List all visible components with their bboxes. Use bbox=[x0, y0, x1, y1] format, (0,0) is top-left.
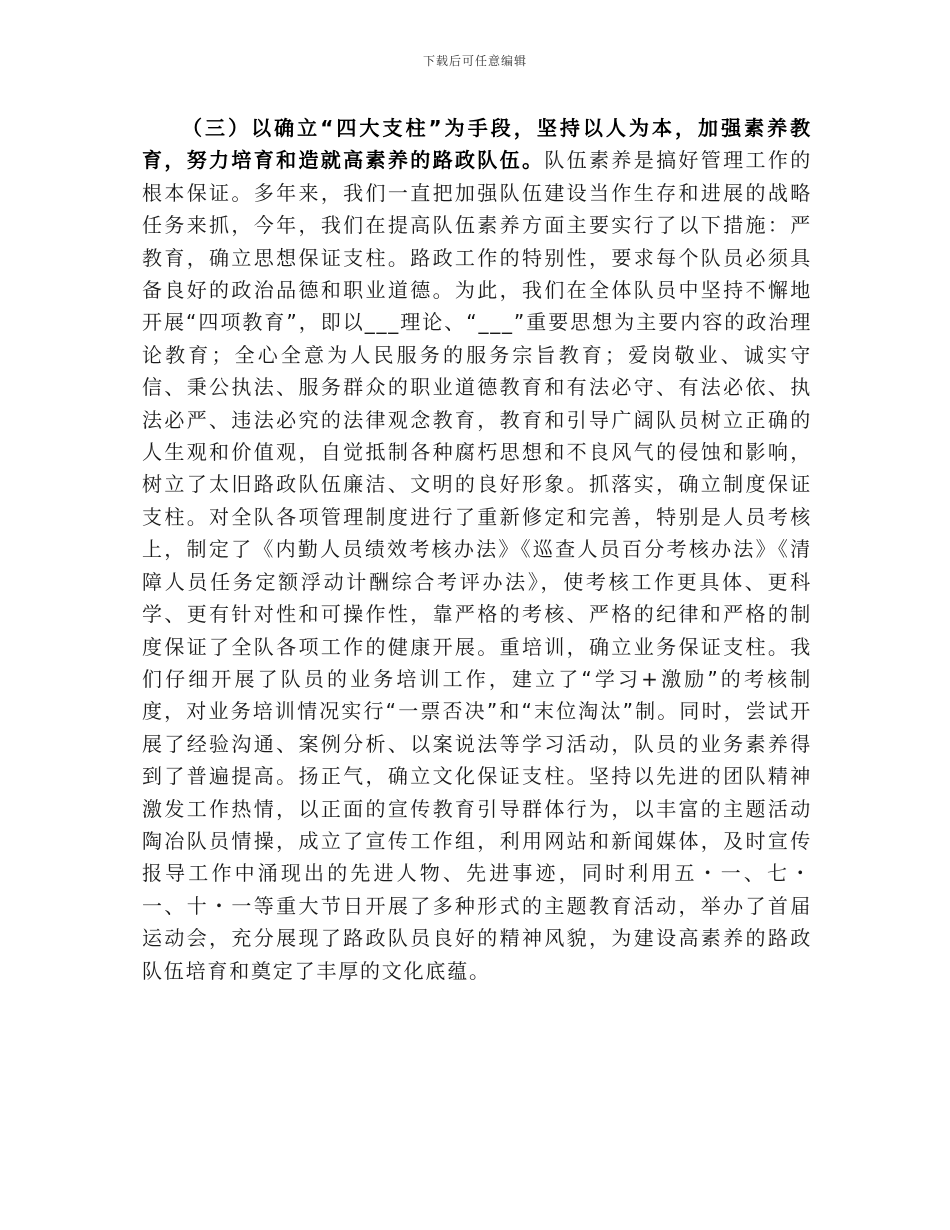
body-paragraph bbox=[142, 112, 812, 987]
paragraph-heading: （三）以确立“四大支柱”为手段，坚持以人为本，加强素养教育，努力培育和造就高素养的路政队伍。 bbox=[142, 116, 812, 173]
header-note: 下载后可任意编辑 bbox=[422, 54, 527, 68]
paragraph-text: 队伍素养是搞好管理工作的根本保证。多年来，我们一直把加强队伍建设当作生存和进展的战略任务来抓，今年，我们在提高队伍素养方面主要实行了以下措施：严教育，确立思想保证支柱。路政工作的特别性，要求每个队员必须具备良好的政治品德和职业道德。为此，我们在全体队员中坚持不懈地开展“四项教育”，即以___理论、“___”重要思想为主要内容的政治理论教育；全心全意为人民服务的服务宗旨教育；爱岗敬业、诚实守信、秉公执法、服务群众的职业道德教育和有法必守、有法必依、执法必严、违法必究的法律观念教育，教育和引导广阔队员树立正确的人生观和价值观，自觉抵制各种腐朽思想和不良风气的侵蚀和影响，树立了太旧路政队伍廉洁、文明的良好形象。抓落实，确立制度保证支柱。对全队各项管理制度进行了重新修定和完善，特别是人员考核上，制定了《内勤人员绩效考核办法》《巡查人员百分考核办法》《清障人员任务定额浮动计酬综合考评办法》，使考核工作更具体、更科学、更有针对性和可操作性，靠严格的考核、严格的纪律和严格的制度保证了全队各项工作的健康开展。重培训，确立业务保证支柱。我们仔细开展了队员的业务培训工作，建立了“学习+激励”的考核制度，对业务培训情况实行“一票否决”和“末位淘汰”制。同时，尝试开展了经验沟通、案例分析、以案说法等学习活动，队员的业务素养得到了普遍提高。扬正气，确立文化保证支柱。坚持以先进的团队精神激发工作热情，以正面的宣传教育引导群体行为，以丰富的主题活动陶冶队员情操，成立了宣传工作组，利用网站和新闻媒体，及时宣传报导工作中涌现出的先进人物、先进事迹，同时利用五・一、七・一、十・一等重大节日开展了多种形式的主题教育活动，举办了首届运动会，充分展现了路政队员良好的精神风貌，为建设高素养的路政队伍培育和奠定了丰厚的文化底蕴。 bbox=[142, 148, 812, 983]
